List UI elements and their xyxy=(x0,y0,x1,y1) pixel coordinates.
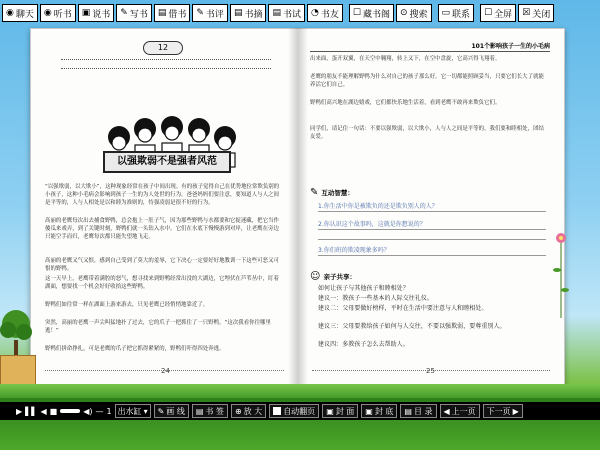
paragraph: 高丽的老鹰又气又恨，感到自己受到了莫大的羞辱，它下决心一定要好好地教训一下这些可恶又可恨的野鸭。 xyxy=(45,258,279,272)
draw-line-button[interactable]: ✎ 画 线 xyxy=(154,404,189,418)
search-icon: ⊙ xyxy=(399,7,408,18)
right-page[interactable] xyxy=(298,28,565,386)
question-line: 2.你认识这个故事吗，这就是你想说的？ xyxy=(318,221,426,228)
test-icon: ▤ xyxy=(272,7,281,18)
share-line: 如何让孩子与其他孩子和睦相处？ xyxy=(318,285,409,292)
excerpt-icon: ▤ xyxy=(233,7,243,18)
autoflip-icon xyxy=(273,407,281,415)
page-edge xyxy=(564,33,565,381)
library-icon: ☐ xyxy=(352,7,361,18)
pause-icon[interactable]: ◀ xyxy=(40,406,47,416)
review-button[interactable]: ✎ 书评 xyxy=(192,4,228,22)
close-button[interactable]: ☒ 关闭 xyxy=(518,4,554,22)
review-icon: ✎ xyxy=(196,7,204,18)
share-line: 建议四：多教孩子怎么去帮助人。 xyxy=(318,341,409,348)
cover-icon: ▣ xyxy=(326,406,334,416)
pencil-icon: ✎ xyxy=(120,7,128,18)
left-page[interactable] xyxy=(30,28,298,386)
answer-rule xyxy=(318,211,546,212)
fullscreen-button[interactable]: ☐ 全屏 xyxy=(480,4,516,22)
share-line: 建议一：教孩子一些基本的人际交往礼仪。 xyxy=(318,295,433,302)
volume-slider[interactable]: — xyxy=(95,406,104,416)
listen-icon: ◉ xyxy=(43,7,52,18)
prev-icon: ◀ xyxy=(443,406,450,416)
contact-icon: ▭ xyxy=(441,7,451,18)
share-line: 建议三：父母要教给孩子如何与人交往，不要以强欺弱，要尊重别人。 xyxy=(318,323,506,330)
answer-rule xyxy=(318,255,546,256)
zoom-icon: ⊕ xyxy=(234,406,242,416)
seek-bar[interactable] xyxy=(60,409,80,413)
paragraph: 老鹰的朋友不能理解野鸭为什么对自己的孩子那么好，它一切都能照顾妥当，只要它们长大了就能养活它们自己。 xyxy=(310,74,544,88)
bookmark-button[interactable]: ▤ 书 签 xyxy=(192,404,228,418)
book-viewer[interactable] xyxy=(30,28,565,386)
bottom-control-bar xyxy=(0,402,600,420)
back-cover-button[interactable]: ▣ 封 底 xyxy=(361,404,397,418)
answer-rule xyxy=(318,239,546,240)
chevron-down-icon: ▾ xyxy=(143,406,148,416)
friends-button[interactable]: ◔ 书友 xyxy=(307,4,343,22)
paragraph: 同学们，请记住一句话：不要以强欺弱，以大欺小，人与人之间是平等的，我们要和睦相处，团结友爱。 xyxy=(310,126,544,140)
running-head: 101个影响孩子一生的小毛病 xyxy=(471,43,550,50)
contact-button[interactable]: ▭ 联系 xyxy=(438,4,475,22)
header-rule xyxy=(310,51,550,52)
paragraph: 这一天早上，老鹰带着满腔的怒气，想寻找来到野鸭经常出没的大湖边，它埋伏在芦苇丛中，盯着湖面，想要找一个机会好好收拾这些野鸭。 xyxy=(45,276,279,290)
speak-button[interactable]: ▣ 说书 xyxy=(78,4,115,22)
toc-icon: ▤ xyxy=(404,406,412,416)
page-number: 24 xyxy=(161,367,170,375)
paragraph: 野鸭们拼命挣扎，可是老鹰的爪子把它抓得紧紧的，野鸭们吓得四处奔逃。 xyxy=(45,346,225,352)
borrow-button[interactable]: ▤ 借书 xyxy=(154,4,191,22)
borrow-icon: ▤ xyxy=(157,7,167,18)
listen-button[interactable]: ◉ 听书 xyxy=(40,4,76,22)
write-button[interactable]: ✎ 写书 xyxy=(116,4,152,22)
paragraph: 高丽的老鹰每次出去捕食野鸭，总会抱上一肚子气，因为那些野鸭与水都要和它捉迷藏，把它当作傻瓜来戏弄，到了关键时刻，野鸭们就一头钻入水中，它们在水底下慢慢游到对岸，让老鹰在旁边只能空手而归，老鹰每次都只能失望地飞走。 xyxy=(45,218,279,240)
page-number: 25 xyxy=(426,367,435,375)
volume-icon[interactable]: ◀) xyxy=(83,406,93,416)
cover-button[interactable]: ▣ 封 面 xyxy=(322,404,358,418)
volume-counter: 1 xyxy=(106,406,112,416)
children-illustration xyxy=(97,77,247,197)
friends-icon: ◔ xyxy=(311,7,319,18)
toc-button[interactable]: ▤ 目 录 xyxy=(400,404,436,418)
prev-page-button[interactable]: ◀ 上一页 xyxy=(440,404,480,418)
share-line: 建议二：父母要做好榜样，平时在生活中要注意与人和睦相处。 xyxy=(318,305,488,312)
back-cover-icon: ▣ xyxy=(365,406,373,416)
question-line: 3.你们班的欺凌现象多吗？ xyxy=(318,247,390,254)
chat-button[interactable]: ◉ 聊天 xyxy=(2,4,38,22)
question-line: 1.你生活中你是被欺负的还是欺负别人的人？ xyxy=(318,203,438,210)
answer-rule xyxy=(318,229,546,230)
stop-icon[interactable]: ■ xyxy=(49,406,58,416)
zoom-button[interactable]: ⊕ 放 大 xyxy=(231,404,266,418)
library-button[interactable]: ☐ 藏书阁 xyxy=(349,4,394,22)
decorative-border xyxy=(61,59,271,69)
next-icon: ▶ xyxy=(512,406,519,416)
search-button[interactable]: ⊙ 搜索 xyxy=(396,4,432,22)
bookmark-icon: ▤ xyxy=(195,406,204,416)
parent-child-icon: ☺ xyxy=(310,271,321,282)
sound-select[interactable]: 出水缸 ▾ xyxy=(115,404,151,418)
interactive-wisdom-heading: ✎ 互动智慧： xyxy=(310,187,354,198)
next-page-button[interactable]: 下一页 ▶ xyxy=(483,404,523,418)
fullscreen-icon: ☐ xyxy=(484,7,493,18)
paragraph: 野鸭们如往常一样在湖面上游来游去，只见老鹰已经悄悄地靠近了。 xyxy=(45,302,209,308)
chat-icon: ◉ xyxy=(6,7,14,18)
paragraph: 突然，高丽的老鹰一声尖叫猛地扑了过去，它的爪子一把抓住了一只野鸭，“这次我看你往哪里逃！” xyxy=(45,320,271,334)
paragraph: 出来面，蛋开双翼，在天空中翱翔，转上又下，在空中盘旋，它高兴得飞翔着。 xyxy=(310,56,501,62)
chapter-title: 以强欺弱不是强者风范 xyxy=(103,151,231,173)
close-icon: ☒ xyxy=(522,7,531,18)
chapter-badge: 12 xyxy=(143,41,183,55)
speak-icon: ▣ xyxy=(81,7,91,18)
test-button[interactable]: ▤ 书试 xyxy=(268,4,305,22)
bird-icon: ✎ xyxy=(310,187,319,198)
draw-icon: ✎ xyxy=(157,406,165,416)
first-page-icon[interactable]: ▶ xyxy=(16,406,23,416)
excerpt-button[interactable]: ▤ 书摘 xyxy=(230,4,267,22)
auto-flip-button[interactable]: 自动翻页 xyxy=(269,404,319,418)
play-icon[interactable]: ▌▌ xyxy=(25,406,38,416)
parent-child-share-heading: ☺ 亲子共享： xyxy=(310,271,356,282)
paragraph: “以强欺弱，以大欺小”，这种现象经常在孩子中间出现。有的孩子觉得自己在优势地位常欺负别的小孩子，这种小毛病会影响到孩子一生的为人处世的行为，爸爸妈妈们要注意，要知道人与人之间是平等的，人与人相处是以和睦为准则的，恃强凌弱是很不好的行为。 xyxy=(45,184,280,206)
top-toolbar xyxy=(0,0,600,26)
flower-ornament xyxy=(552,230,570,320)
paragraph: 野鸭们高兴地在湖边嬉戏，它们都快乐地生活着，看到老鹰不敢再来欺负它们。 xyxy=(310,100,501,106)
